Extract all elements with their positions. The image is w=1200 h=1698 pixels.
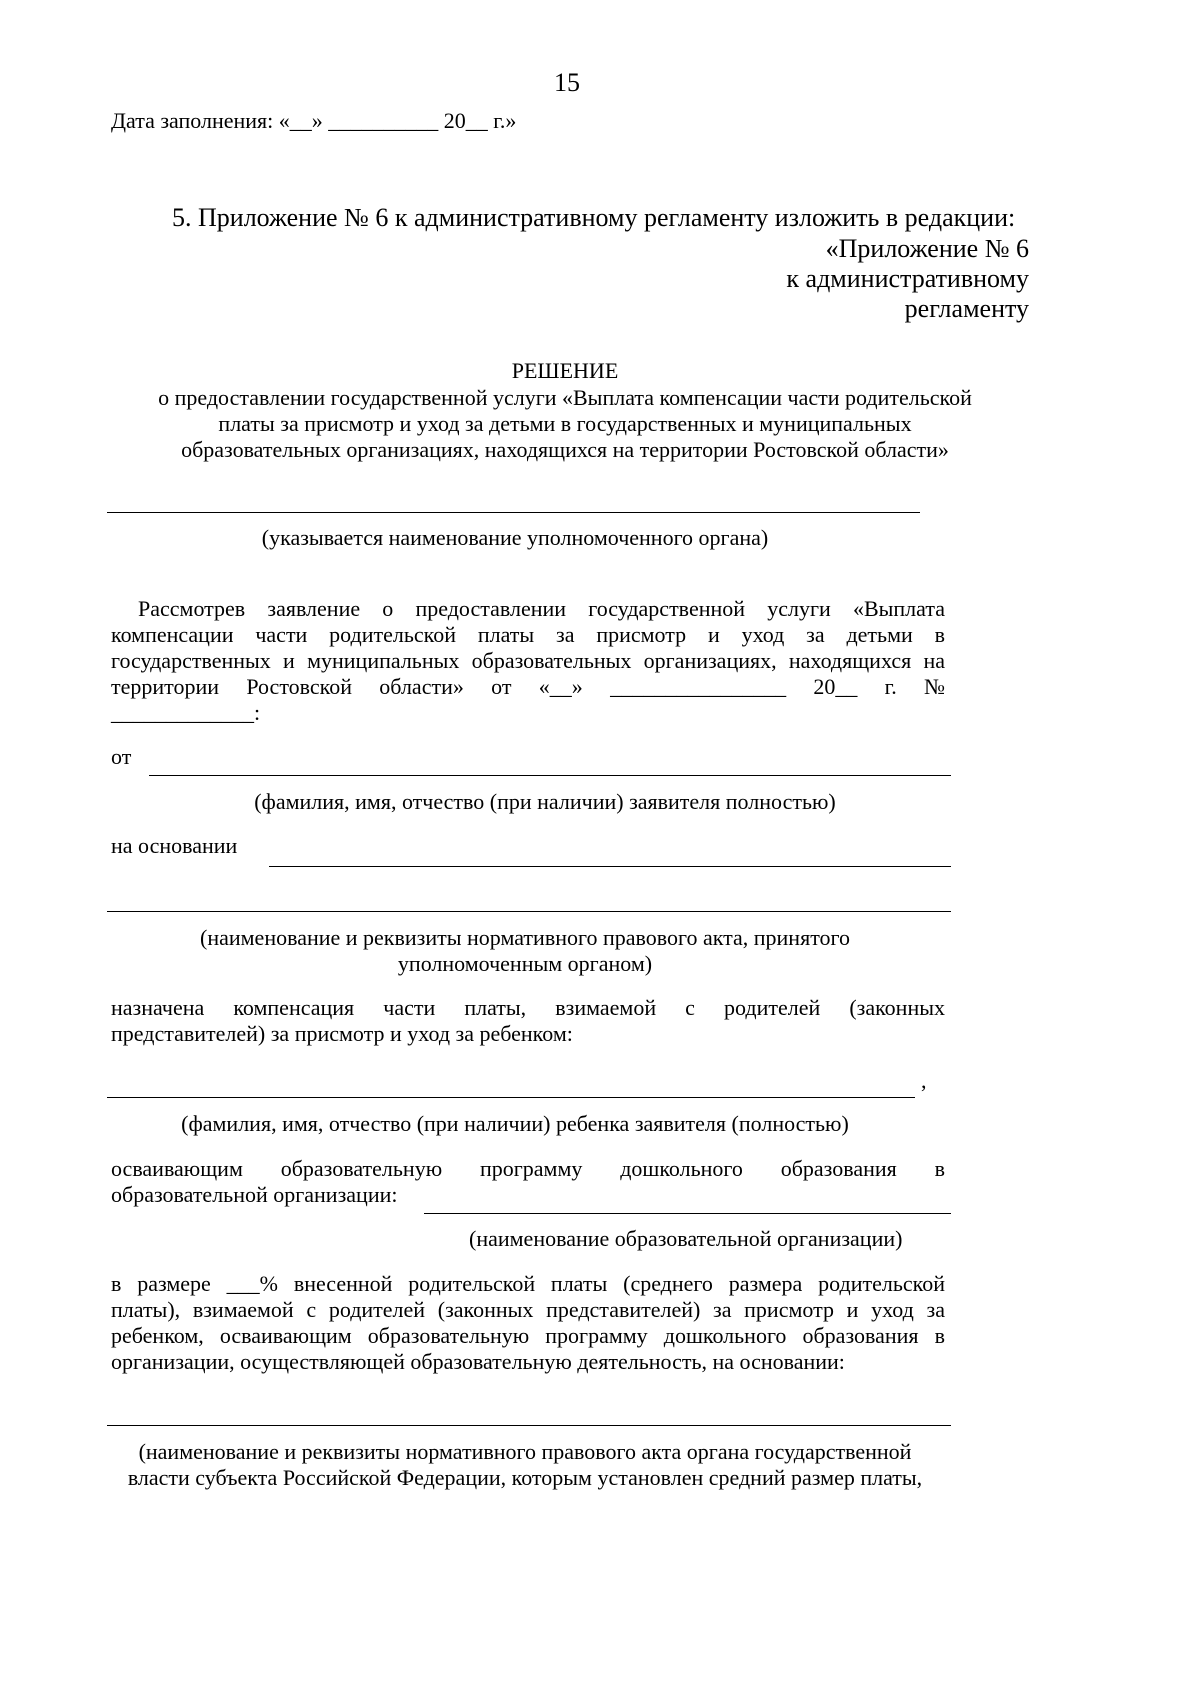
applicant-blank-line [149,775,951,776]
hint-org: (наименование образовательной организации) [469,1226,903,1251]
amount-line-1: в размере ___% внесенной родительской платы (среднего размера родительской [111,1271,945,1296]
considered-line-3: государственных и муниципальных образовательных организациях, находящихся на [111,648,945,673]
regional-act-blank-line [107,1425,951,1426]
from-label: от [111,744,132,769]
org-blank-line [424,1213,951,1214]
basis-label: на основании [111,833,238,858]
hint-act-line-2: уполномоченным органом) [397,951,653,976]
act-blank-line [107,911,951,912]
decision-subtitle-line-2: платы за присмотр и уход за детьми в государственных и муниципальных [218,411,912,436]
program-line-1: осваивающим образовательную программу дошкольного образования в [111,1156,945,1181]
organ-blank-line [107,512,920,513]
considered-line-2: компенсации части родительской платы за присмотр и уход за детьми в [111,622,945,647]
amount-line-3: ребенком, осваивающим образовательную программу дошкольного образования в [111,1323,945,1348]
appendix-line-3: регламенту [904,294,1029,323]
number-blank: _____________: [111,700,261,725]
basis-blank-line [269,866,951,867]
appendix-line-1: «Приложение № 6 [825,234,1029,263]
child-blank-line [107,1097,915,1098]
page-number: 15 [554,68,580,97]
amount-line-4: организации, осуществляющей образовательную деятельность, на основании: [111,1349,845,1374]
considered-line-1: Рассмотрев заявление о предоставлении государственной услуги «Выплата [138,596,945,621]
comma: , [921,1068,927,1093]
hint-organ: (указывается наименование уполномоченного органа) [261,525,769,550]
decision-subtitle-line-1: о предоставлении государственной услуги «Выплата компенсации части родительской [158,385,972,410]
hint-applicant: (фамилия, имя, отчество (при наличии) заявителя полностью) [254,789,836,814]
appendix-line-2: к административному [786,264,1029,293]
hint-act-line-1: (наименование и реквизиты нормативного правового акта, принятого [200,925,850,950]
fill-date: Дата заполнения: «__» __________ 20__ г.» [111,108,517,133]
amount-line-2: платы), взимаемой с родителей (законных представителей) за присмотр и уход за [111,1297,945,1322]
assigned-line-2: представителей) за присмотр и уход за ребенком: [111,1021,573,1046]
hint-child: (фамилия, имя, отчество (при наличии) ребенка заявителя (полностью) [181,1111,849,1136]
item-5-text: 5. Приложение № 6 к административному регламенту изложить в редакции: [172,203,1016,232]
program-line-2: образовательной организации: [111,1182,398,1207]
decision-title: РЕШЕНИЕ [511,358,619,383]
decision-subtitle-line-3: образовательных организациях, находящихся на территории Ростовской области» [181,437,949,462]
considered-line-4: территории Ростовской области» от «__» ________________ 20__ г. № [111,674,945,699]
hint-regional-line-2: власти субъекта Российской Федерации, которым установлен средний размер платы, [127,1465,923,1490]
assigned-line-1: назначена компенсация части платы, взимаемой с родителей (законных [111,995,945,1020]
hint-regional-line-1: (наименование и реквизиты нормативного правового акта органа государственной [138,1439,912,1464]
